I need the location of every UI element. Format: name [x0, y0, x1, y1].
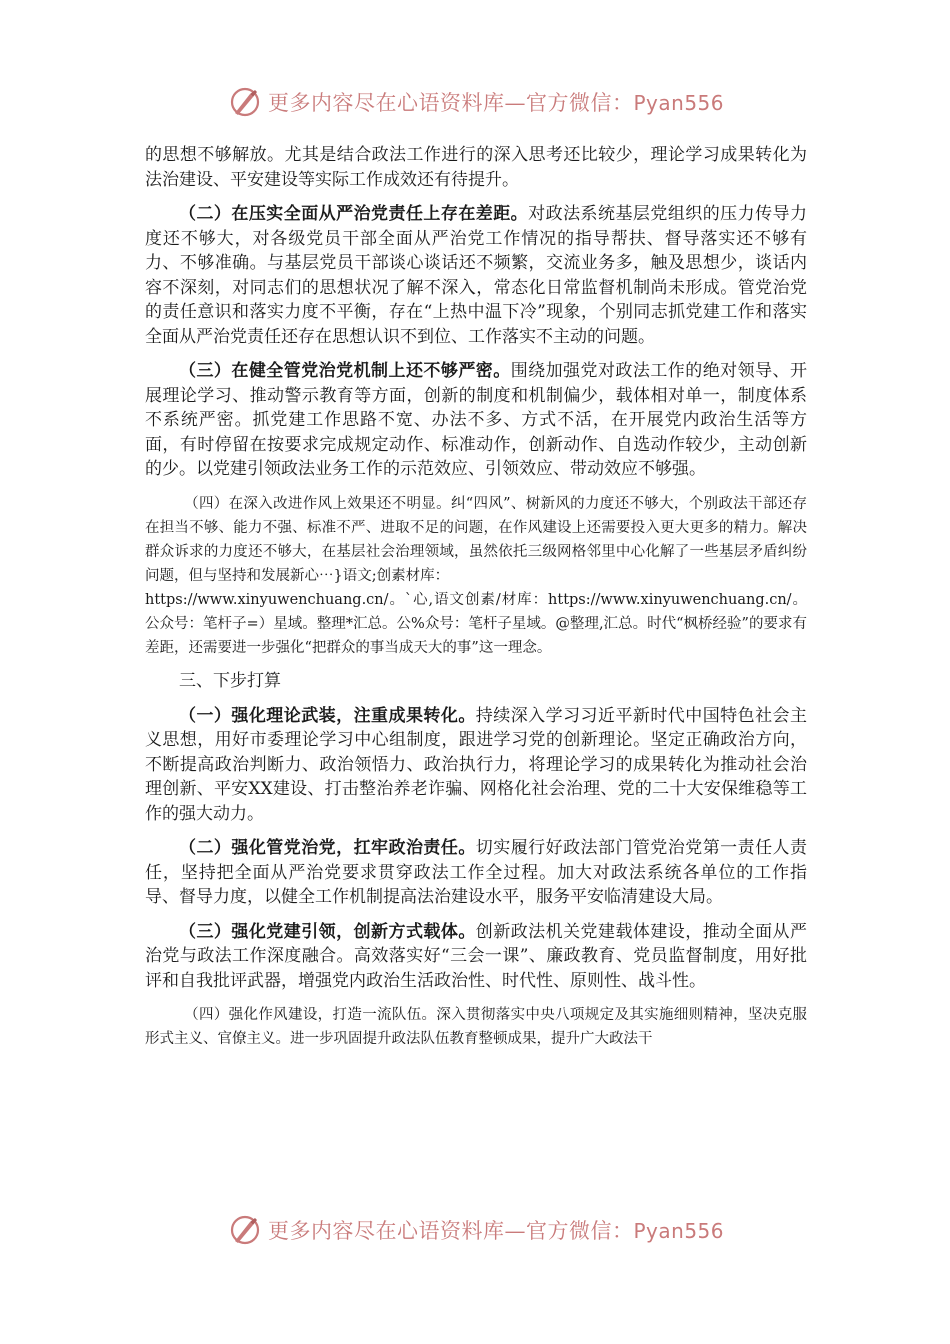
paragraph-section-4-cont: https://www.xinyuwenchuang.cn/。`心,语文创素/材库：https://www.xinyuwenchuang.cn/。公众号：笔杆子=）星域。整理*汇总。公%众号：笔杆子星域。@整理,汇总。时代“枫桥经验”的要求有差距，还需要进一步强化“把群众的事当成天大的事”这一理念。 — [145, 591, 807, 656]
banner-text: 更多内容尽在心语资料库—官方微信：Pyan556 — [268, 1219, 725, 1243]
paragraph-section-4: （四）在深入改进作风上效果还不明显。纠“四风”、树新风的力度还不够大，个别政法干部还存在担当不够、能力不强、标准不严、进取不足的问题，在作风建设上还需要投入更大更多的精力。解决群众诉求的力度还不够大，在基层社会治理领域，虽然依托三级网格邻里中心化解了一些基层矛盾纠纷问题，但与坚持和发展新心⋯}语文;创素材库： — [145, 495, 807, 584]
banner-wechat-id: Pyan556 — [633, 1219, 725, 1243]
plan-1-body: 持续深入学习习近平新时代中国特色社会主义思想，用好市委理论学习中心组制度，跟进学习党的创新理论。坚定正确政治方向，不断提高政治判断力、政治领悟力、政治执行力，将理论学习的成果转化为推动社会治理创新、平安XX建设、打击整治养老诈骗、网格化社会治理、党的二十大安保维稳等工作的强大动力。 — [145, 705, 808, 824]
plan-1-heading: （一）强化理论武装，注重成果转化。 — [179, 705, 476, 726]
section-2-heading: （二）在压实全面从严治党责任上存在差距。 — [179, 204, 529, 224]
paragraph-continued: 的思想不够解放。尤其是结合政法工作进行的深入思考还比较少，理论学习成果转化为法治建设、平安建设等实际工作成效还有待提升。 — [145, 145, 807, 190]
banner-wechat-id: Pyan556 — [633, 91, 725, 115]
paragraph-section-2 — [145, 202, 807, 349]
logo-icon — [228, 85, 262, 119]
part-3-heading: 三、下步打算 — [179, 670, 281, 691]
section-3-heading: （三）在健全管党治党机制上还不够严密。 — [179, 361, 511, 381]
paragraph-section-3 — [145, 359, 807, 482]
paragraph-plan-1 — [145, 704, 807, 827]
logo-icon — [228, 1213, 262, 1247]
paragraph-plan-4: （四）强化作风建设，打造一流队伍。深入贯彻落实中央八项规定及其实施细则精神，坚决克服形式主义、官僚主义。进一步巩固提升政法队伍教育整顿成果，提升广大政法干 — [145, 1007, 807, 1047]
header-banner — [228, 82, 724, 122]
plan-2-heading: （二）强化管党治党，扛牢政治责任。 — [179, 838, 476, 858]
paragraph-plan-3 — [145, 920, 807, 994]
paragraph-plan-2 — [145, 836, 807, 910]
banner-text: 更多内容尽在心语资料库—官方微信：Pyan556 — [268, 91, 725, 115]
section-3-body: 围绕加强党对政法工作的绝对领导、开展理论学习、推动警示教育等方面，创新的制度和机制偏少，载体相对单一，制度体系不系统严密。抓党建工作思路不宽、办法不多、方式不活，在开展党内政治生活等方面，有时停留在按要求完成规定动作、标准动作，创新动作、自选动作较少，主动创新的少。以党建引领政法业务工作的示范效应、引领效应、带动效应不够强。 — [145, 361, 808, 479]
document-body — [145, 143, 807, 1059]
section-2-body: 对政法系统基层党组织的压力传导力度还不够大，对各级党员干部全面从严治党工作情况的指导帮扶、督导落实还不够有力、不够准确。与基层党员干部谈心谈话还不频繁，交流业务多，触及思想少，谈话内容不深刻，对同志们的思想状况了解不深入，常态化日常监督机制尚未形成。管党治党的责任意识和落实力度不平衡，存在“上热中温下冷”现象，个别同志抓党建工作和落实全面从严治党责任还存在思想认识不到位、工作落实不主动的问题。 — [145, 204, 808, 347]
plan-2-body: 切实履行好政法部门管党治党第一责任人责任，坚持把全面从严治党要求贯穿政法工作全过程。加大对政法系统各单位的工作指导、督导力度，以健全工作机制提高法治建设水平，服务平安临清建设大局。 — [145, 838, 808, 907]
plan-3-body: 创新政法机关党建载体建设，推动全面从严治党与政法工作深度融合。高效落实好“三会一课”、廉政教育、党员监督制度，用好批评和自我批评武器，增强党内政治生活政治性、时代性、原则性、战斗性。 — [145, 921, 808, 991]
plan-3-heading: （三）强化党建引领，创新方式载体。 — [179, 921, 476, 942]
footer-banner — [228, 1210, 724, 1250]
